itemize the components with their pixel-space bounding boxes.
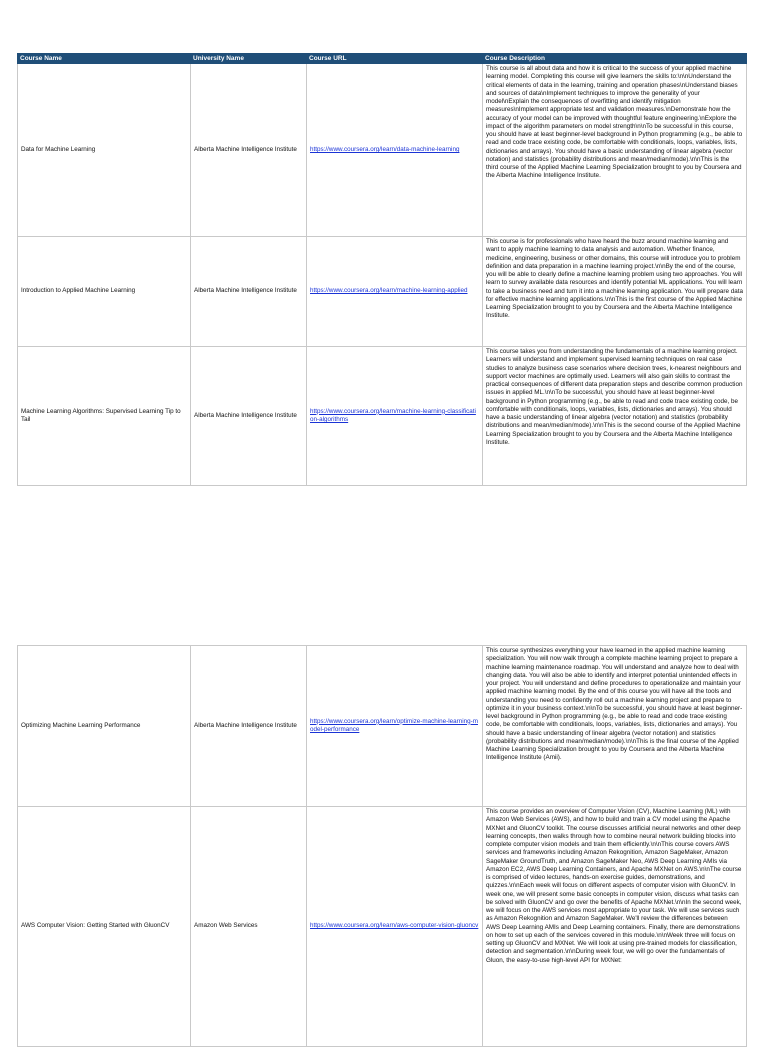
course-description-cell: This course provides an overview of Computer Vision (CV), Machine Learning (ML) with Amazon Web Services (AWS), and how to build and train a CV model using the Apache MXNet and GluonCV toolkit. The course discusses artificial neural networks and other deep learning concepts, then walks through how to combine neural network building blocks into complete computer vision models and train them efficiently.\n\nThis course covers AWS services and frameworks including Amazon Rekognition, Amazon SageMaker, Amazon SageMaker GroundTruth, and Amazon SageMaker Neo, AWS Deep Learning AMIs via Amazon EC2, AWS Deep Learning Containers, and Apache MXNet on AWS.\n\nThe course is comprised of video lectures, hands-on exercise guides, demonstrations, and quizzes.\n\nEach week will focus on different aspects of computer vision with GluonCV. In week one, we will present some basic concepts in computer vision, discuss what tasks can be solved with GluonCV and go over the benefits of Apache MXNet.\n\nIn the second week, we will focus on the AWS services most appropriate to your task. We will use services such as Amazon Rekognition and Amazon SageMaker. We'll review the differences between AWS Deep Learning AMIs and Deep Learning containers. Finally, there are demonstrations on how to set up each of the services covered in this module.\n\nWeek three will focus on setting up GluonCV and MXNet. We will look at using pre-trained models for classification, detection and segmentation.\n\nDuring week four, we will go over the fundamentals of Gluon, the easy-to-use high-level API for MXNet: — [483, 807, 747, 1047]
course-url-cell — [307, 237, 483, 347]
university-name-cell: Alberta Machine Intelligence Institute — [191, 237, 307, 347]
course-url-link[interactable]: https://www.coursera.org/learn/aws-computer-vision-gluoncv — [310, 922, 479, 930]
courses-table-page-1 — [17, 53, 747, 486]
table-row — [18, 64, 747, 237]
course-description-cell: This course takes you from understanding the fundamentals of a machine learning project. Learners will understand and implement supervised learning techniques on real case studies to analyze business case scenarios where decision trees, k-nearest neighbours and support vector machines are optimally used. Learners will also gain skills to contrast the practical consequences of different data preparation steps and describe common production issues in applied ML.\n\nTo be successful, you should have at least beginner-level background in Python programming (e.g., be able to read and code trace existing code, be comfortable with conditionals, loops, variables, lists, dictionaries and arrays). You should have a basic understanding of linear algebra (vector notation) and statistics (probability distributions and mean/median/mode).\n\nThis is the second course of the Applied Machine Learning Specialization brought to you by Coursera and the Alberta Machine Intelligence Institute. — [483, 347, 747, 486]
course-name-cell: Machine Learning Algorithms: Supervised Learning Tip to Tail — [18, 347, 191, 486]
course-url-link[interactable]: https://www.coursera.org/learn/optimize-machine-learning-model-performance — [310, 717, 478, 733]
table-row — [18, 646, 747, 807]
column-header-course-url: Course URL — [307, 54, 483, 64]
courses-table-page-2 — [17, 645, 747, 1047]
course-url-cell — [307, 646, 483, 807]
course-url-link[interactable]: https://www.coursera.org/learn/data-machine-learning — [310, 145, 460, 153]
course-name-cell: Optimizing Machine Learning Performance — [18, 646, 191, 807]
course-description-cell: This course synthesizes everything your have learned in the applied machine learning specialization. You will now walk through a complete machine learning project to prepare a machine learning maintenance roadmap. You will understand and analyze how to deal with changing data. You will also be able to identify and interpret potential unintended effects in your project. You will understand and define procedures to operationalize and maintain your applied machine learning model. By the end of this course you will have all the tools and understanding you need to confidently roll out a machine learning project and prepare to optimize it in your business context.\n\nTo be successful, you should have at least beginner-level background in Python programming (e.g., be able to read and code trace existing code, be comfortable with conditionals, loops, variables, lists, dictionaries and arrays). You should have a basic understanding of linear algebra (vector notation) and statistics (probability distributions and mean/median/mode).\n\nThis is the final course of the Applied Machine Learning Specialization brought to you by Coursera and the Alberta Machine Intelligence Institute (Amii). — [483, 646, 747, 807]
course-description-cell: This course is all about data and how it is critical to the success of your applied machine learning model. Completing this course will give learners the skills to:\n\nUnderstand the critical elements of data in the learning, training and operation phases\nUnderstand biases and sources of data\nImplement techniques to improve the generality of your model\nExplain the consequences of overfitting and identify mitigation measures\nImplement appropriate test and validation measures.\nDemonstrate how the accuracy of your model can be improved with thoughtful feature engineering.\nExplore the impact of the algorithm parameters on model strength\n\nTo be successful in this course, you should have at least beginner-level background in Python programming (e.g., be able to read and code trace existing code, be comfortable with conditionals, loops, variables, lists, dictionaries and arrays). You should have a basic understanding of linear algebra (vector notation) and statistics (probability distributions and mean/median/mode).\n\nThis is the third course of the Applied Machine Learning Specialization brought to you by Coursera and the Alberta Machine Intelligence Institute. — [483, 64, 747, 237]
university-name-cell: Alberta Machine Intelligence Institute — [191, 646, 307, 807]
university-name-cell: Amazon Web Services — [191, 807, 307, 1047]
course-name-cell: Data for Machine Learning — [18, 64, 191, 237]
course-url-link[interactable]: https://www.coursera.org/learn/machine-learning-applied — [310, 287, 468, 295]
course-url-cell — [307, 64, 483, 237]
university-name-cell: Alberta Machine Intelligence Institute — [191, 64, 307, 237]
course-name-cell: AWS Computer Vision: Getting Started with GluonCV — [18, 807, 191, 1047]
column-header-university-name: University Name — [191, 54, 307, 64]
course-url-cell — [307, 347, 483, 486]
column-header-course-description: Course Description — [483, 54, 747, 64]
column-header-course-name: Course Name — [18, 54, 191, 64]
university-name-cell: Alberta Machine Intelligence Institute — [191, 347, 307, 486]
table-row — [18, 237, 747, 347]
table-row — [18, 347, 747, 486]
table-header-row — [18, 54, 747, 64]
course-description-cell: This course is for professionals who have heard the buzz around machine learning and want to apply machine learning to data analysis and automation. Whether finance, medicine, engineering, business or other domains, this course will introduce you to problem definition and data preparation in a machine learning project.\n\nBy the end of the course, you will be able to clearly define a machine learning problem using two approaches. You will learn to survey available data resources and identify potential ML applications. You will learn to take a business need and turn it into a machine learning application. You will prepare data for effective machine learning applications.\n\nThis is the first course of the Applied Machine Learning Specialization brought to you by Coursera and the Alberta Machine Intelligence Institute. — [483, 237, 747, 347]
course-url-link[interactable]: https://www.coursera.org/learn/machine-learning-classification-algorithms — [310, 407, 476, 423]
course-url-cell — [307, 807, 483, 1047]
course-name-cell: Introduction to Applied Machine Learning — [18, 237, 191, 347]
table-row — [18, 807, 747, 1047]
